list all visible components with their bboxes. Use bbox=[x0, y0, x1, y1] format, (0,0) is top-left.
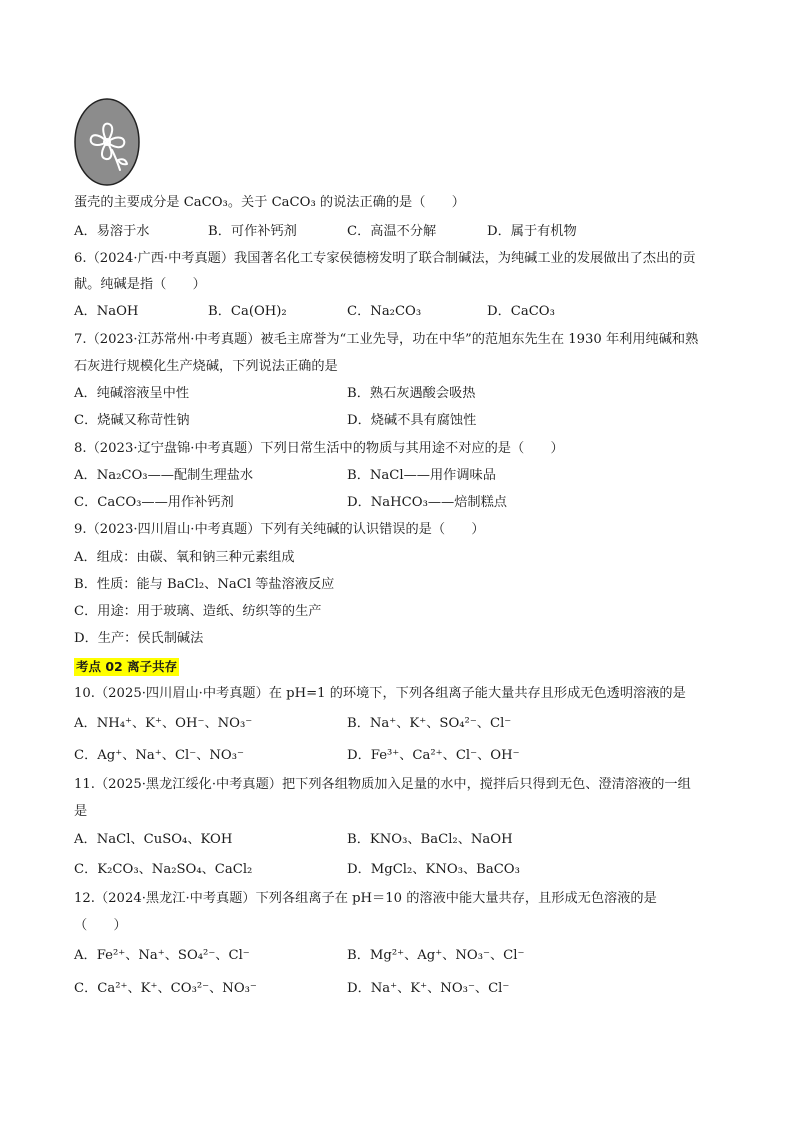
question-7-line1: 7.（2023·江苏常州·中考真题）被毛主席誉为“工业先导，功在中华”的范旭东先生在 1930 年利用纯碱和熟 bbox=[74, 332, 699, 347]
question-intro-stem: 蛋壳的主要成分是 CaCO₃。关于 CaCO₃ 的说法正确的是（ ） bbox=[74, 195, 465, 210]
question-12-line2: （ ） bbox=[74, 918, 127, 933]
q9-option-d: D．生产：侯氏制碱法 bbox=[74, 631, 204, 646]
question-10-line1: 10.（2025·四川眉山·中考真题）在 pH=1 的环境下，下列各组离子能大量共存且形成无色透明溶液的是 bbox=[74, 686, 686, 701]
q7-option-d: D．烧碱不具有腐蚀性 bbox=[347, 413, 477, 428]
q9-option-b: B．性质：能与 BaCl₂、NaCl 等盐溶液反应 bbox=[74, 577, 335, 592]
intro-option-c: C．高温不分解 bbox=[347, 224, 437, 239]
q11-option-d: D．MgCl₂、KNO₃、BaCO₃ bbox=[347, 862, 520, 877]
section-heading-ion-coexistence: 考点 02 离子共存 bbox=[76, 659, 178, 674]
q8-option-a: A．Na₂CO₃——配制生理盐水 bbox=[74, 468, 254, 483]
question-11-line2: 是 bbox=[74, 804, 88, 819]
q12-option-b: B．Mg²⁺、Ag⁺、NO₃⁻、Cl⁻ bbox=[347, 948, 525, 963]
q7-option-b: B．熟石灰遇酸会吸热 bbox=[347, 386, 476, 401]
eggshell-flower-image bbox=[74, 98, 140, 186]
q9-option-c: C．用途：用于玻璃、造纸、纺织等的生产 bbox=[74, 604, 322, 619]
q8-option-d: D．NaHCO₃——焙制糕点 bbox=[347, 495, 507, 510]
intro-option-d: D．属于有机物 bbox=[487, 224, 577, 239]
q6-option-d: D．CaCO₃ bbox=[487, 304, 555, 319]
q10-option-d: D．Fe³⁺、Ca²⁺、Cl⁻、OH⁻ bbox=[347, 748, 520, 763]
q6-option-c: C．Na₂CO₃ bbox=[347, 304, 422, 319]
q8-option-b: B．NaCl——用作调味品 bbox=[347, 468, 496, 483]
q12-option-a: A．Fe²⁺、Na⁺、SO₄²⁻、Cl⁻ bbox=[74, 948, 250, 963]
q10-option-c: C．Ag⁺、Na⁺、Cl⁻、NO₃⁻ bbox=[74, 748, 244, 763]
q6-option-b: B．Ca(OH)₂ bbox=[208, 304, 287, 319]
intro-option-a: A．易溶于水 bbox=[74, 224, 150, 239]
question-6-line1: 6.（2024·广西·中考真题）我国著名化工专家侯德榜发明了联合制碱法，为纯碱工业的发展做出了杰出的贡 bbox=[74, 251, 696, 266]
q10-option-b: B．Na⁺、K⁺、SO₄²⁻、Cl⁻ bbox=[347, 716, 512, 731]
question-7-line2: 石灰进行规模化生产烧碱，下列说法正确的是 bbox=[74, 359, 338, 374]
q9-option-a: A．组成：由碳、氧和钠三种元素组成 bbox=[74, 550, 295, 565]
intro-option-b: B．可作补钙剂 bbox=[208, 224, 297, 239]
q12-option-d: D．Na⁺、K⁺、NO₃⁻、Cl⁻ bbox=[347, 981, 510, 996]
question-9-line1: 9.（2023·四川眉山·中考真题）下列有关纯碱的认识错误的是（ ） bbox=[74, 522, 485, 537]
question-8-line1: 8.（2023·辽宁盘锦·中考真题）下列日常生活中的物质与其用途不对应的是（ ） bbox=[74, 441, 564, 456]
q7-option-a: A．纯碱溶液呈中性 bbox=[74, 386, 190, 401]
q7-option-c: C．烧碱又称苛性钠 bbox=[74, 413, 190, 428]
q11-option-b: B．KNO₃、BaCl₂、NaOH bbox=[347, 832, 513, 847]
q6-option-a: A．NaOH bbox=[74, 304, 139, 319]
q10-option-a: A．NH₄⁺、K⁺、OH⁻、NO₃⁻ bbox=[74, 716, 253, 731]
q11-option-c: C．K₂CO₃、Na₂SO₄、CaCl₂ bbox=[74, 862, 253, 877]
q8-option-c: C．CaCO₃——用作补钙剂 bbox=[74, 495, 234, 510]
question-12-line1: 12.（2024·黑龙江·中考真题）下列各组离子在 pH＝10 的溶液中能大量共存，且形成无色溶液的是 bbox=[74, 891, 657, 906]
question-11-line1: 11.（2025·黑龙江绥化·中考真题）把下列各组物质加入足量的水中，搅拌后只得到无色、澄清溶液的一组 bbox=[74, 777, 691, 792]
q11-option-a: A．NaCl、CuSO₄、KOH bbox=[74, 832, 233, 847]
flower-icon bbox=[74, 98, 140, 186]
q12-option-c: C．Ca²⁺、K⁺、CO₃²⁻、NO₃⁻ bbox=[74, 981, 257, 996]
question-6-line2: 献。纯碱是指（ ） bbox=[74, 277, 206, 292]
